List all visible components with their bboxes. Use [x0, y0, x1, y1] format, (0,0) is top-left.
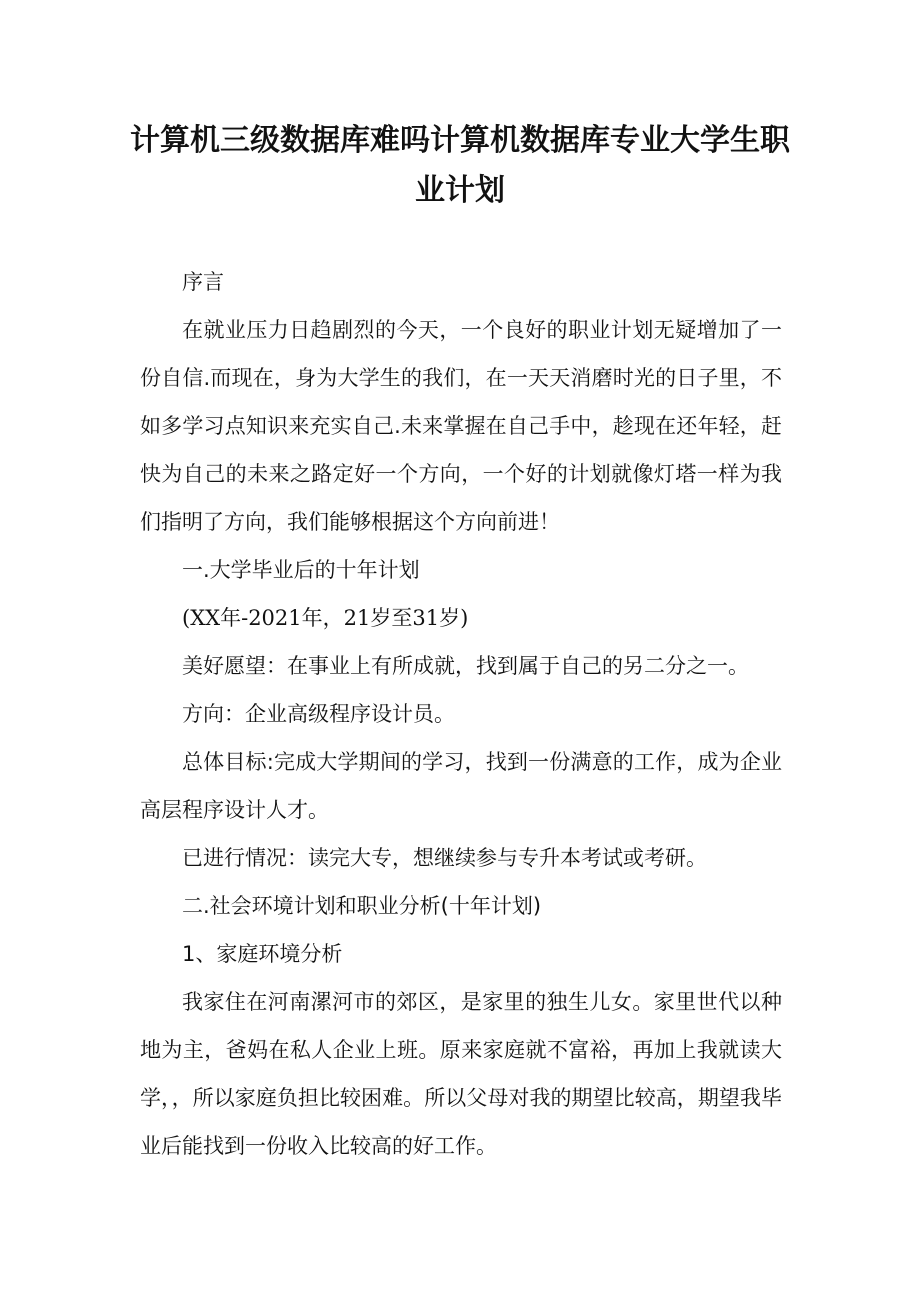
wish-line: 美好愿望：在事业上有所成就，找到属于自己的另二分之一。 — [182, 654, 749, 678]
section-heading-1: 一.大学毕业后的十年计划 — [182, 558, 420, 582]
section-heading-2: 二.社会环境计划和职业分析(十年计划) — [182, 894, 542, 918]
family-analysis-paragraph: 我家住在河南漯河市的郊区，是家里的独生儿女。家里世代以种地为主，爸妈在私人企业上班。原来家庭就不富裕，再加上我就读大学，，所以家庭负担比较困难。所以父母对我的期望比较高，期望我毕业后能找到一份收入比较高的好工作。 — [140, 990, 782, 1158]
overall-goal-paragraph: 总体目标:完成大学期间的学习，找到一份满意的工作，成为企业高层程序设计人才。 — [140, 750, 782, 822]
direction-line: 方向：企业高级程序设计员。 — [182, 702, 455, 726]
subsection-heading-1: 1、家庭环境分析 — [182, 942, 343, 966]
document-body — [140, 258, 782, 1170]
preface-paragraph: 在就业压力日趋剧烈的今天，一个良好的职业计划无疑增加了一份自信.而现在，身为大学生的我们，在一天天消磨时光的日子里，不如多学习点知识来充实自己.未来掌握在自己手中，趁现在还年轻，赶快为自己的未来之路定好一个方向，一个好的计划就像灯塔一样为我们指明了方向，我们能够根据这个方向前进！ — [140, 318, 782, 534]
year-range-line: (XX年-2021年，21岁至31岁) — [182, 606, 469, 630]
progress-line: 已进行情况：读完大专，想继续参与专升本考试或考研。 — [182, 846, 707, 870]
preface-heading: 序言 — [182, 270, 224, 294]
document-title: 计算机三级数据库难吗计算机数据库专业大学生职业计划 — [130, 123, 790, 208]
